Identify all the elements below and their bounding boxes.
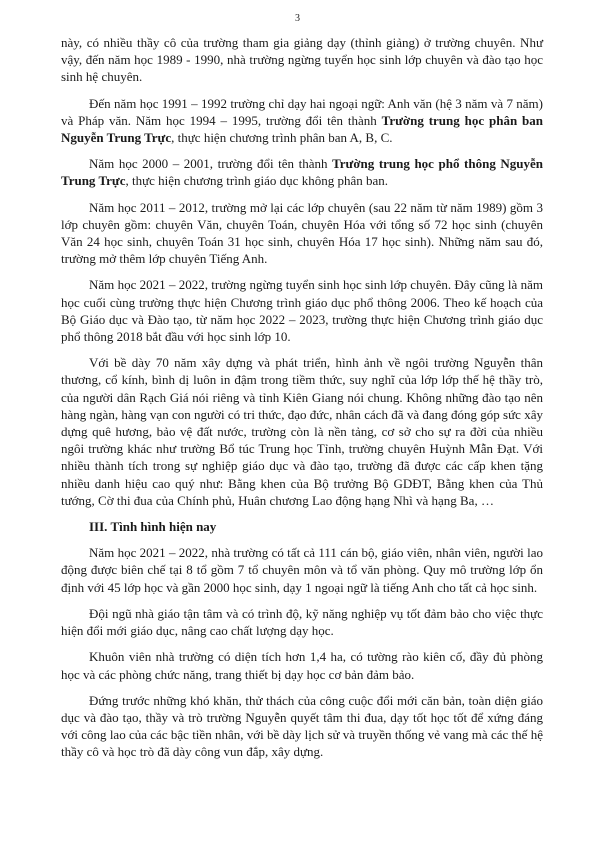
paragraph-staff: Năm học 2021 – 2022, nhà trường có tất cả 111 cán bộ, giáo viên, nhân viên, người lao động được biên chế tại 8 tổ gồm 7 tổ chuyên môn và tổ văn phòng. Quy mô trường lớp ổn định với 45 lớp học và gần 2000 học sinh, dạy 1 ngoại ngữ là tiếng Anh cho tất cả học sinh. (61, 545, 543, 595)
paragraph-text: Năm học 2000 – 2001, trường đổi tên thành (89, 156, 333, 172)
paragraph-teachers: Đội ngũ nhà giáo tận tâm và có trình độ, kỹ năng nghiệp vụ tốt đảm bảo cho việc thực hiện đổi mới giáo dục, nâng cao chất lượng dạy học. (61, 605, 543, 639)
paragraph-2011: Năm học 2011 – 2012, trường mở lại các lớp chuyên (sau 22 năm từ năm 1989) gồm 3 lớp chuyên gồm: chuyên Văn, chuyên Toán, chuyên Hóa với tổng số 72 học sinh (chuyên Văn 24 học sinh, chuyên Toán 31 học sinh, chuyên Hóa 17 học sinh). Những năm sau đó, trường mở thêm lớp chuyên Tiếng Anh. (61, 199, 543, 267)
paragraph-text: Đến năm học 1991 – 1992 trường chỉ dạy hai ngoại ngữ: Anh văn (hệ 3 năm và 7 năm) và Pháp văn. Năm học 1994 – 1995, trường đổi tên thành (61, 95, 543, 128)
paragraph-text: , thực hiện chương trình phân ban A, B, C. (171, 130, 393, 146)
paragraph-70-years: Với bề dày 70 năm xây dựng và phát triển, hình ảnh về ngôi trường Nguyễn thân thương, cổ kính, bình dị luôn in đậm trong tiềm thức, suy nghĩ của lớp lớp thế hệ thầy trò, của người dân Rạch Giá nói riêng và tỉnh Kiên Giang nói chung. Không những đào tạo nên hàng ngàn, hàng vạn con người có tri thức, đạo đức, nhân cách đã và đang đóng góp sức xây dựng quê hương, bảo vệ đất nước, trường còn là nền tảng, cơ sở cho sự ra đời của nhiều ngôi trường khác như trường Bổ túc Trung học Tỉnh, trường chuyên Huỳnh Mẫn Đạt. Với nhiều thành tích trong sự nghiệp giáo dục và đào tạo, trường đã được các cấp khen tặng nhiều danh hiệu cao quý như: Bằng khen của Bộ trưởng Bộ GDĐT, Bằng khen của Thủ tướng, Cờ thi đua của Chính phủ, Huân chương Lao động hạng Nhì và hạng Ba, … (61, 355, 543, 508)
paragraph-campus: Khuôn viên nhà trường có diện tích hơn 1,4 ha, có tường rào kiên cố, đầy đủ phòng học và các phòng chức năng, trang thiết bị dạy học cơ bản đảm bảo. (61, 649, 543, 682)
paragraph-1991 (61, 95, 543, 147)
paragraph-text: , thực hiện chương trình giáo dục không phân ban. (125, 173, 388, 189)
paragraph-continuation: này, có nhiều thầy cô của trường tham gia giảng dạy (thỉnh giảng) ở trường chuyên. Như vậy, đến năm học 1989 - 1990, nhà trường ngừng tuyển học sinh lớp chuyên và đào tạo học sinh hệ chuyên. (61, 35, 543, 85)
school-name-bold: Trường trung học phân ban Nguyễn Trung Trực (61, 112, 543, 146)
paragraph-conclusion: Đứng trước những khó khăn, thử thách của công cuộc đổi mới căn bản, toàn diện giáo dục và đào tạo, thầy và trò trường Nguyễn quyết tâm thi đua, dạy tốt học tốt để xứng đáng với công lao của các bậc tiền nhân, với bề dày lịch sử và truyền thống vẻ vang mà các thế hệ thầy cô và học trò đã dày công vun đắp, xây dựng. (61, 692, 543, 760)
school-name-bold: Trường trung học phổ thông Nguyễn Trung Trực (61, 156, 543, 189)
document-body (61, 34, 543, 770)
paragraph-2021: Năm học 2021 – 2022, trường ngừng tuyển sinh học sinh lớp chuyên. Đây cũng là năm học cuối cùng trường thực hiện Chương trình giáo dục phổ thông 2006. Theo kế hoạch của Bộ Giáo dục và Đào tạo, từ năm học 2022 – 2023, trường thực hiện Chương trình giáo dục phổ thông 2018 bắt đầu với học sinh lớp 10. (61, 277, 543, 345)
paragraph-2000 (61, 155, 543, 189)
section-heading: III. Tình hình hiện nay (89, 519, 217, 535)
page-number: 3 (295, 13, 300, 24)
